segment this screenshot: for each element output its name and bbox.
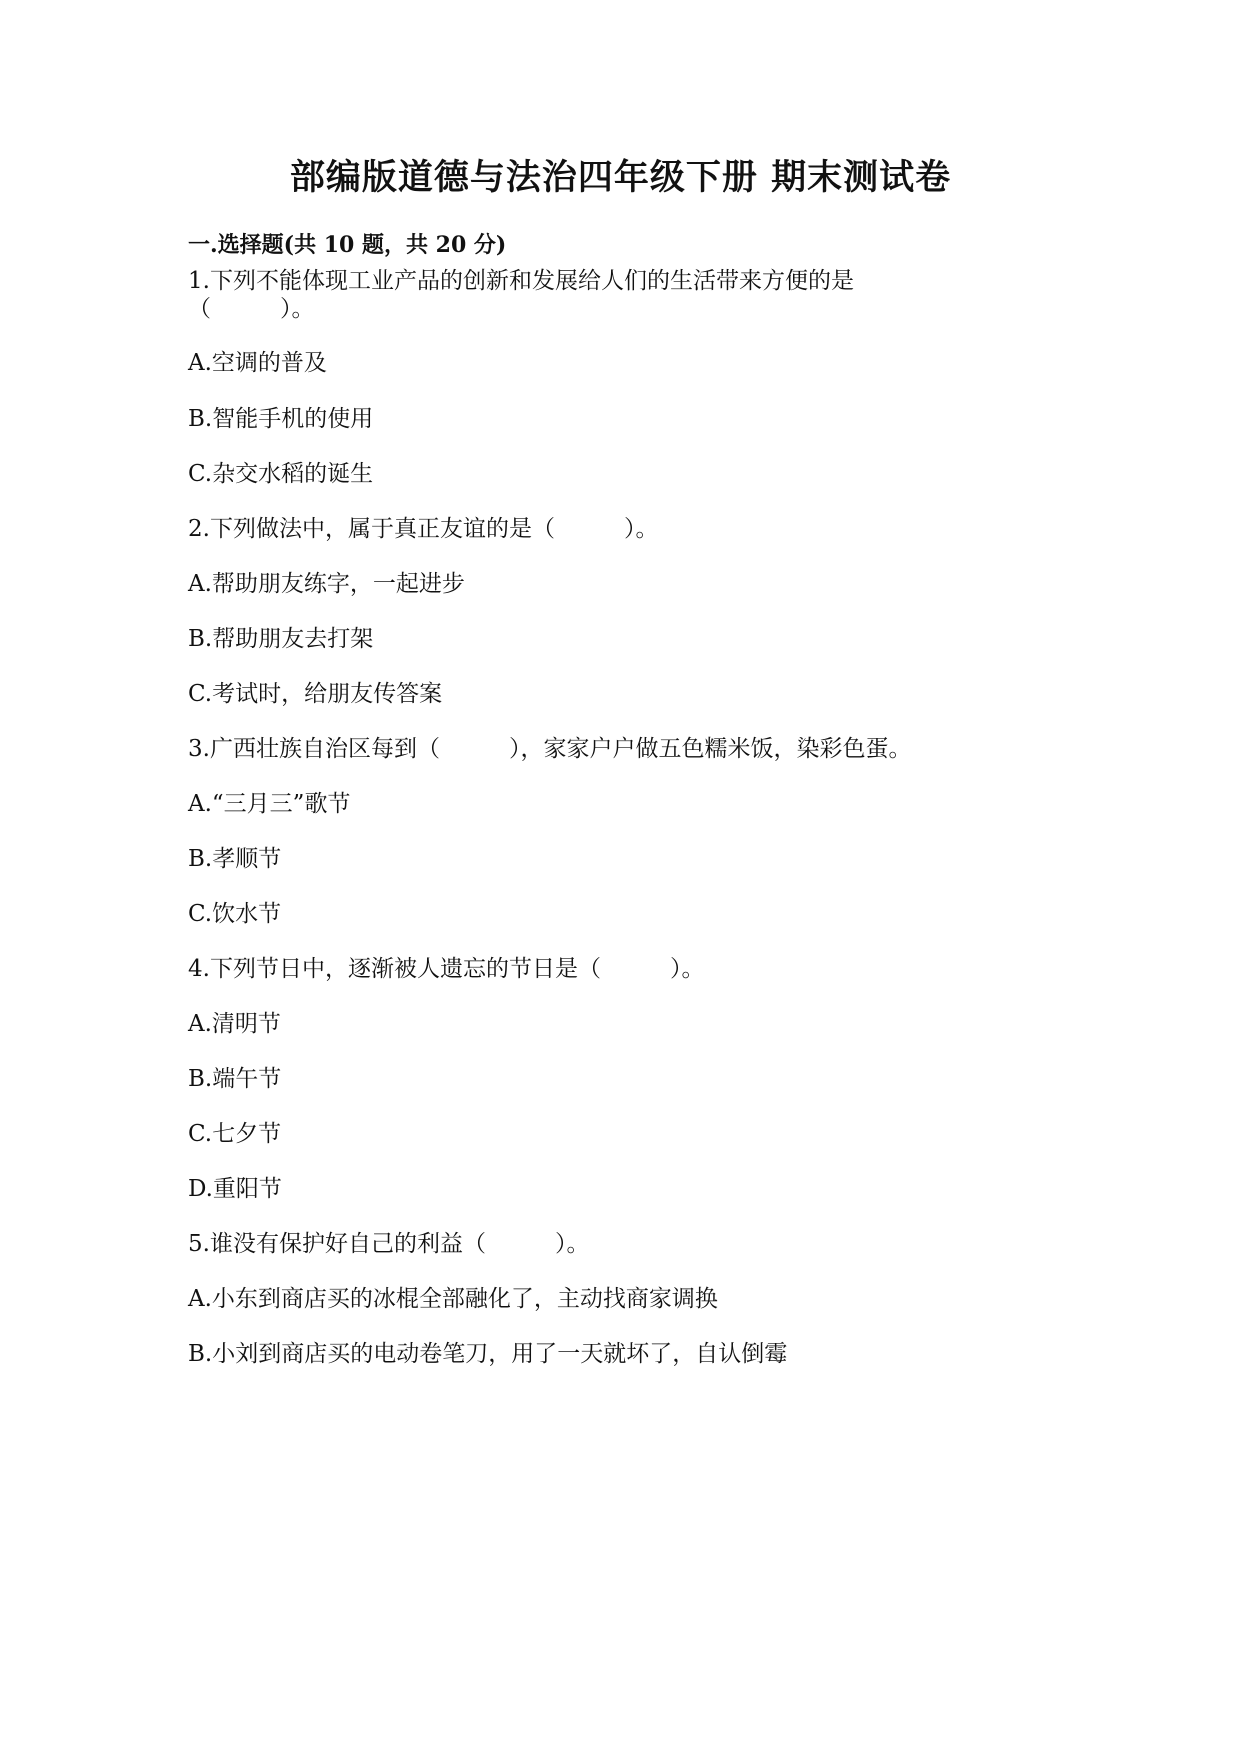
question-2-stem: 2.下列做法中，属于真正友谊的是（ ）。 [188, 516, 659, 542]
question-1-option-a: A.空调的普及 [188, 350, 327, 376]
page-title: 部编版道德与法治四年级下册 期末测试卷 [289, 157, 952, 198]
question-3-option-a: A.“三月三”歌节 [188, 791, 351, 817]
question-3-option-c: C.饮水节 [188, 901, 282, 927]
question-1-option-c: C.杂交水稻的诞生 [188, 461, 374, 487]
question-2-option-a: A.帮助朋友练字，一起进步 [188, 571, 465, 597]
question-5-option-b: B.小刘到商店买的电动卷笔刀，用了一天就坏了，自认倒霉 [188, 1341, 788, 1367]
question-1-stem-cont: （ ）。 [188, 296, 315, 322]
question-2-option-b: B.帮助朋友去打架 [188, 626, 374, 652]
question-2-option-c: C.考试时，给朋友传答案 [188, 681, 443, 707]
question-3-option-b: B.孝顺节 [188, 846, 282, 872]
question-1-option-b: B.智能手机的使用 [188, 406, 374, 432]
question-1-stem: 1.下列不能体现工业产品的创新和发展给人们的生活带来方便的是 [188, 268, 854, 294]
question-4-option-a: A.清明节 [188, 1011, 281, 1037]
question-4-option-c: C.七夕节 [188, 1121, 282, 1147]
question-4-option-b: B.端午节 [188, 1066, 282, 1092]
question-4-stem: 4.下列节日中，逐渐被人遗忘的节日是（ ）。 [188, 956, 705, 982]
question-5-option-a: A.小东到商店买的冰棍全部融化了，主动找商家调换 [188, 1286, 718, 1312]
question-4-option-d: D.重阳节 [188, 1176, 282, 1202]
question-3-stem: 3.广西壮族自治区每到（ ），家家户户做五色糯米饭，染彩色蛋。 [188, 736, 912, 762]
section-heading: 一.选择题(共 10 题，共 20 分) [188, 232, 507, 258]
question-5-stem: 5.谁没有保护好自己的利益（ ）。 [188, 1231, 590, 1257]
